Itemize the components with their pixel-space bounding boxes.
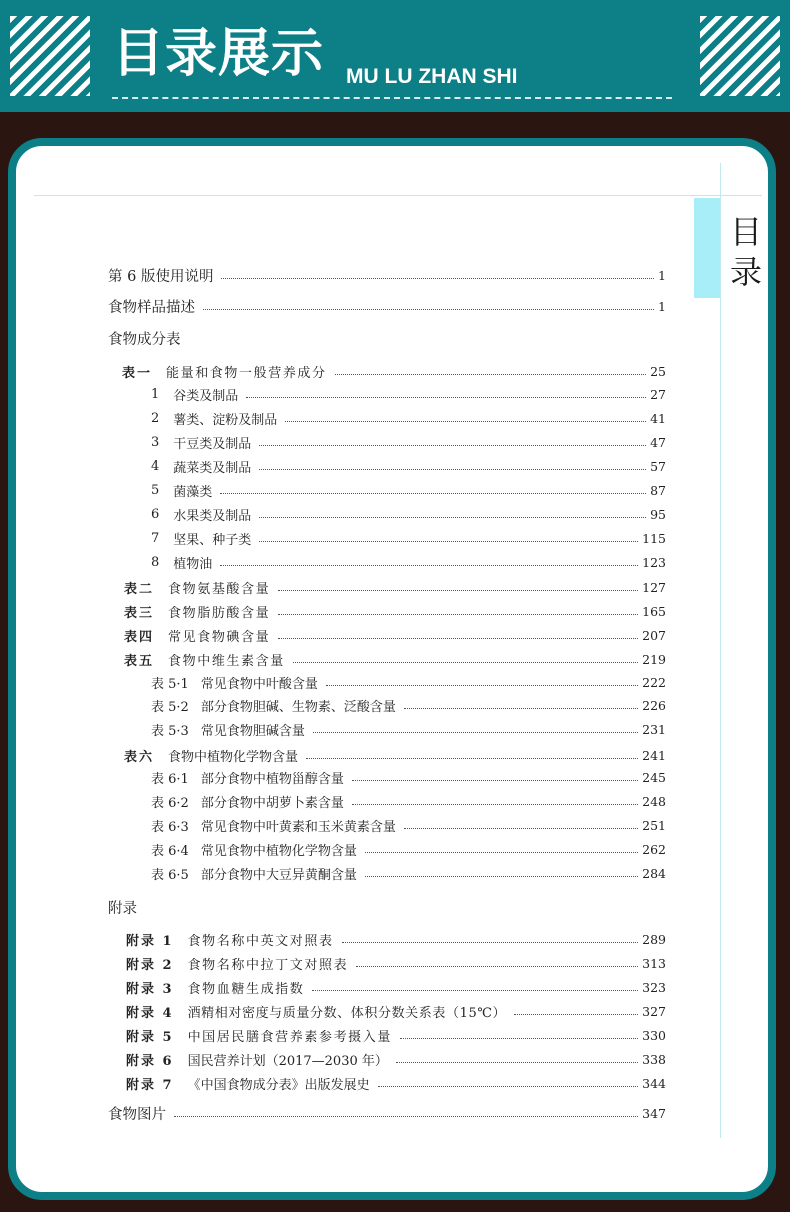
toc-subentry[interactable]: [151, 383, 666, 405]
toc-entry-label: 常见食物胆碱含量: [200, 723, 305, 739]
toc-entry-label: 常见食物中植物化学物含量: [200, 843, 357, 859]
toc-table-entry[interactable]: [124, 576, 666, 598]
toc-appendix-entry[interactable]: [126, 952, 666, 974]
toc-appendix-entry[interactable]: [126, 928, 666, 950]
toc-entry-page: 251: [642, 817, 666, 833]
leader-dots: [404, 828, 638, 829]
leader-dots: [356, 966, 638, 967]
toc-entry-tag: 附录 6: [126, 1053, 174, 1069]
toc-table-entry[interactable]: [124, 624, 666, 646]
toc-subentry[interactable]: [151, 694, 666, 716]
toc-entry-page: 323: [642, 979, 666, 995]
leader-dots: [352, 780, 638, 781]
toc-subentry[interactable]: [151, 551, 666, 573]
toc-entry-tag: 附录 5: [126, 1029, 174, 1045]
side-title-char-1: 目: [729, 213, 762, 251]
leader-dots: [259, 541, 638, 542]
side-title-char-2: 录: [729, 253, 762, 291]
leader-dots: [396, 1062, 638, 1063]
toc-entry-page: 1: [658, 298, 666, 314]
leader-dots: [312, 990, 638, 991]
toc-appendix-entry[interactable]: [126, 976, 666, 998]
toc-entry-label: 食物血糖生成指数: [187, 981, 305, 997]
toc-entry-number: 表 6·3: [151, 819, 189, 835]
leader-dots: [220, 493, 646, 494]
toc-section-heading: 食物成分表: [108, 331, 181, 348]
toc-table-entry[interactable]: [122, 360, 666, 382]
toc-entry-page: 127: [642, 579, 666, 595]
toc-entry-number: 3: [151, 434, 160, 450]
leader-dots: [221, 278, 654, 279]
leader-dots: [365, 852, 638, 853]
toc-entry-label: 能量和食物一般营养成分: [166, 365, 327, 381]
toc-entry-label: 食物图片: [108, 1106, 166, 1123]
toc-entry-page: 47: [650, 434, 666, 450]
toc-entry-number: 8: [151, 554, 160, 570]
leader-dots: [404, 708, 638, 709]
leader-dots: [378, 1086, 639, 1087]
toc-entry-page: 245: [642, 769, 666, 785]
toc-entry-page: 313: [642, 955, 666, 971]
leader-dots: [259, 469, 646, 470]
toc-entry-tag: 表二: [124, 581, 155, 597]
leader-dots: [342, 942, 639, 943]
toc-entry-page: 207: [642, 627, 666, 643]
toc-appendix-entry[interactable]: [126, 1048, 666, 1070]
toc-entry-label: 《中国食物成分表》出版发展史: [187, 1077, 370, 1093]
toc-entry-number: 表 5·2: [151, 699, 189, 715]
toc-entry-page: 231: [642, 721, 666, 737]
toc-entry[interactable]: [108, 264, 666, 286]
toc-subentry[interactable]: [151, 790, 666, 812]
toc-entry-page: 241: [642, 747, 666, 763]
leader-dots: [278, 638, 638, 639]
toc-entry-page: 123: [642, 554, 666, 570]
leader-dots: [306, 758, 638, 759]
toc-entry-page: 338: [642, 1051, 666, 1067]
toc-entry-page: 330: [642, 1027, 666, 1043]
toc-entry-page: 165: [642, 603, 666, 619]
toc-entry-label: 部分食物中胡萝卜素含量: [200, 795, 344, 811]
toc-entry-page: 262: [642, 841, 666, 857]
toc-entry-tag: 表四: [124, 629, 155, 645]
toc-entry-label: 食物中维生素含量: [168, 653, 285, 669]
toc-entry-label: 干豆类及制品: [173, 436, 252, 452]
toc-entry-page: 41: [650, 410, 666, 426]
toc-entry-label: 常见食物碘含量: [168, 629, 271, 645]
toc-entry-label: 部分食物胆碱、生物素、泛酸含量: [200, 699, 396, 715]
toc-entry-tag: 表三: [124, 605, 155, 621]
toc-entry-number: 表 6·2: [151, 795, 189, 811]
toc-entry-label: 菌藻类: [173, 484, 213, 500]
toc-entry-page: 87: [650, 482, 666, 498]
toc-subentry[interactable]: [151, 431, 666, 453]
leader-dots: [259, 445, 646, 446]
toc-entry-label: 常见食物中叶黄素和玉米黄素含量: [200, 819, 396, 835]
toc-entry-number: 4: [151, 458, 160, 474]
toc-entry-page: 115: [642, 530, 666, 546]
toc-appendix-entry[interactable]: [126, 1024, 666, 1046]
banner-title: 目录展示: [112, 24, 325, 84]
toc-subentry[interactable]: [151, 814, 666, 836]
toc-entry-tag: 附录 7: [126, 1077, 174, 1093]
toc-entry-label: 食物名称中拉丁文对照表: [187, 957, 349, 973]
toc-subentry[interactable]: [151, 862, 666, 884]
toc-entry-label: 植物油: [173, 556, 213, 572]
toc-entry-number: 6: [151, 506, 160, 522]
toc-subentry[interactable]: [151, 479, 666, 501]
toc-entry-label: 食物中植物化学物含量: [168, 749, 299, 765]
toc-subentry[interactable]: [151, 503, 666, 525]
toc-entry-number: 5: [151, 482, 160, 498]
toc-entry-number: 1: [151, 386, 160, 402]
toc-entry-label: 常见食物中叶酸含量: [200, 676, 318, 692]
toc-entry-tag: 表五: [124, 653, 155, 669]
toc-entry-page: 1: [658, 267, 666, 283]
banner-subtitle: MU LU ZHAN SHI: [346, 65, 518, 88]
toc-entry-number: 表 6·4: [151, 843, 189, 859]
leader-dots: [313, 732, 638, 733]
toc-subentry[interactable]: [151, 718, 666, 740]
leader-dots: [514, 1014, 638, 1015]
toc-entry-page: 57: [650, 458, 666, 474]
toc-subentry[interactable]: [151, 766, 666, 788]
toc-entry-page: 219: [642, 651, 666, 667]
toc-section-heading: 附录: [108, 900, 137, 917]
toc-subentry[interactable]: [151, 838, 666, 860]
toc-entry[interactable]: [108, 1102, 666, 1124]
toc-entry-label: 水果类及制品: [173, 508, 252, 524]
toc-table-entry[interactable]: [124, 648, 666, 670]
toc-entry-number: 表 5·3: [151, 723, 189, 739]
leader-dots: [220, 565, 638, 566]
toc-entry-number: 表 6·5: [151, 867, 189, 883]
leader-dots: [278, 614, 638, 615]
toc-entry-number: 表 5·1: [151, 676, 189, 692]
leader-dots: [285, 421, 646, 422]
toc-entry-label: 坚果、种子类: [173, 532, 252, 548]
leader-dots: [293, 662, 638, 663]
toc-entry[interactable]: [108, 295, 666, 317]
toc-table-entry[interactable]: [124, 744, 666, 766]
toc-entry-page: 25: [650, 363, 666, 379]
leader-dots: [326, 685, 638, 686]
toc-entry-label: 中国居民膳食营养素参考摄入量: [187, 1029, 392, 1045]
toc-entry-tag: 表六: [124, 749, 155, 765]
toc-entry-tag: 附录 4: [126, 1005, 174, 1021]
toc-entry-tag: 表一: [122, 365, 153, 381]
toc-entry-label: 部分食物中植物甾醇含量: [200, 771, 344, 787]
toc-entry-label: 第 6 版使用说明: [108, 268, 214, 285]
toc-subentry[interactable]: [151, 671, 666, 693]
leader-dots: [174, 1116, 638, 1117]
leader-dots: [400, 1038, 638, 1039]
toc-entry-page: 226: [642, 697, 666, 713]
toc-entry-label: 部分食物中大豆异黄酮含量: [200, 867, 357, 883]
toc-entry-number: 2: [151, 410, 160, 426]
toc-entry-label: 薯类、淀粉及制品: [173, 412, 278, 428]
toc-entry-label: 食物样品描述: [108, 299, 195, 316]
leader-dots: [335, 374, 646, 375]
toc-entry-page: 344: [642, 1075, 666, 1091]
leader-dots: [259, 517, 646, 518]
leader-dots: [278, 590, 638, 591]
toc-appendix-entry[interactable]: [126, 1000, 666, 1022]
leader-dots: [203, 309, 654, 310]
toc-subentry[interactable]: [151, 407, 666, 429]
toc-subentry[interactable]: [151, 455, 666, 477]
toc-table-entry[interactable]: [124, 600, 666, 622]
toc-entry-label: 国民营养计划（2017—2030 年）: [187, 1053, 388, 1069]
leader-dots: [352, 804, 638, 805]
toc-entry-label: 酒精相对密度与质量分数、体积分数关系表（15℃）: [187, 1005, 507, 1021]
toc-entry-label: 食物氨基酸含量: [168, 581, 271, 597]
toc-entry-page: 222: [642, 674, 666, 690]
toc-subentry[interactable]: [151, 527, 666, 549]
toc-entry-page: 248: [642, 793, 666, 809]
toc-entry-page: 289: [642, 931, 666, 947]
toc-entry-label: 食物名称中英文对照表: [187, 933, 334, 949]
leader-dots: [365, 876, 638, 877]
toc-entry-page: 27: [650, 386, 666, 402]
toc-entry-label: 蔬菜类及制品: [173, 460, 252, 476]
toc-entry-label: 谷类及制品: [173, 388, 239, 404]
toc-entry-tag: 附录 2: [126, 957, 174, 973]
leader-dots: [246, 397, 646, 398]
toc-entry-page: 347: [642, 1105, 666, 1121]
toc-entry-number: 表 6·1: [151, 771, 189, 787]
toc-entry-label: 食物脂肪酸含量: [168, 605, 271, 621]
toc-entry-page: 95: [650, 506, 666, 522]
toc-entry-tag: 附录 3: [126, 981, 174, 997]
toc-entry-number: 7: [151, 530, 160, 546]
toc-appendix-entry[interactable]: [126, 1072, 666, 1094]
toc-entry-page: 327: [642, 1003, 666, 1019]
toc-entry-page: 284: [642, 865, 666, 881]
toc-entry-tag: 附录 1: [126, 933, 174, 949]
